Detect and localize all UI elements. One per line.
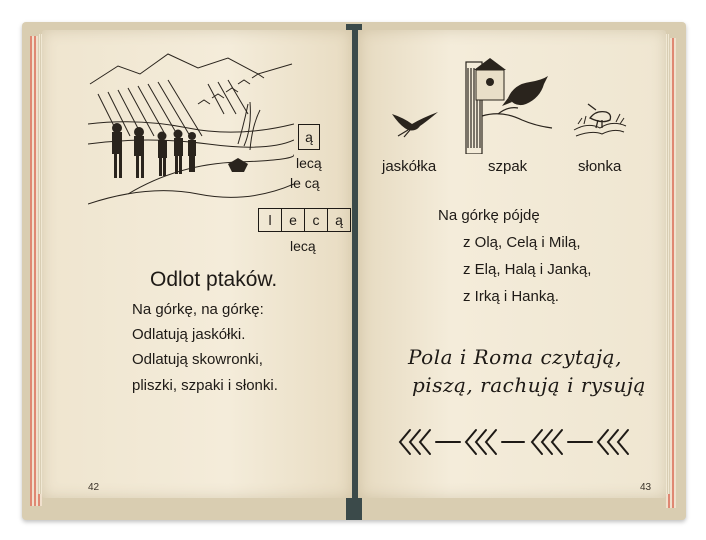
poem-line: z Elą, Halą i Janką, bbox=[463, 261, 592, 278]
birds-migration-illustration bbox=[88, 44, 294, 210]
letter-tile: ą bbox=[327, 208, 351, 232]
snipe-illustration bbox=[572, 96, 628, 140]
text-line: Odlatują skowronki, bbox=[132, 351, 263, 368]
word-line: lecą bbox=[296, 155, 322, 171]
page-number-right: 43 bbox=[640, 482, 652, 493]
letter-tiles bbox=[258, 208, 352, 232]
word-below-tiles: lecą bbox=[290, 238, 316, 254]
text-line: pliszki, szpaki i słonki. bbox=[132, 377, 278, 394]
text-line: Na górkę, na górkę: bbox=[132, 301, 264, 318]
letter-tile: c bbox=[304, 208, 328, 232]
bird-label-snipe: słonka bbox=[578, 158, 622, 175]
word-line-split: le cą bbox=[290, 175, 320, 191]
poem-line: z Irką i Hanką. bbox=[463, 288, 559, 305]
handwriting-exercise-pattern bbox=[396, 424, 640, 460]
handwriting-line: Pola i Roma czytają, bbox=[408, 345, 622, 369]
bird-label-starling: szpak bbox=[488, 158, 528, 175]
starling-birdhouse-illustration bbox=[462, 58, 558, 154]
handwriting-line: piszą, rachują i rysują bbox=[412, 373, 646, 397]
text-line: Odlatują jaskółki. bbox=[132, 326, 246, 343]
letter-tile: l bbox=[258, 208, 282, 232]
poem-line: Na górkę pójdę bbox=[438, 207, 540, 224]
bird-label-swallow: jaskółka bbox=[382, 158, 437, 175]
letter-tile: e bbox=[281, 208, 305, 232]
page-title: Odlot ptaków. bbox=[150, 268, 278, 291]
page-number-left: 42 bbox=[88, 482, 100, 493]
poem-line: z Olą, Celą i Milą, bbox=[463, 234, 581, 251]
swallow-illustration bbox=[390, 108, 440, 138]
letter-box: ą bbox=[298, 124, 320, 150]
